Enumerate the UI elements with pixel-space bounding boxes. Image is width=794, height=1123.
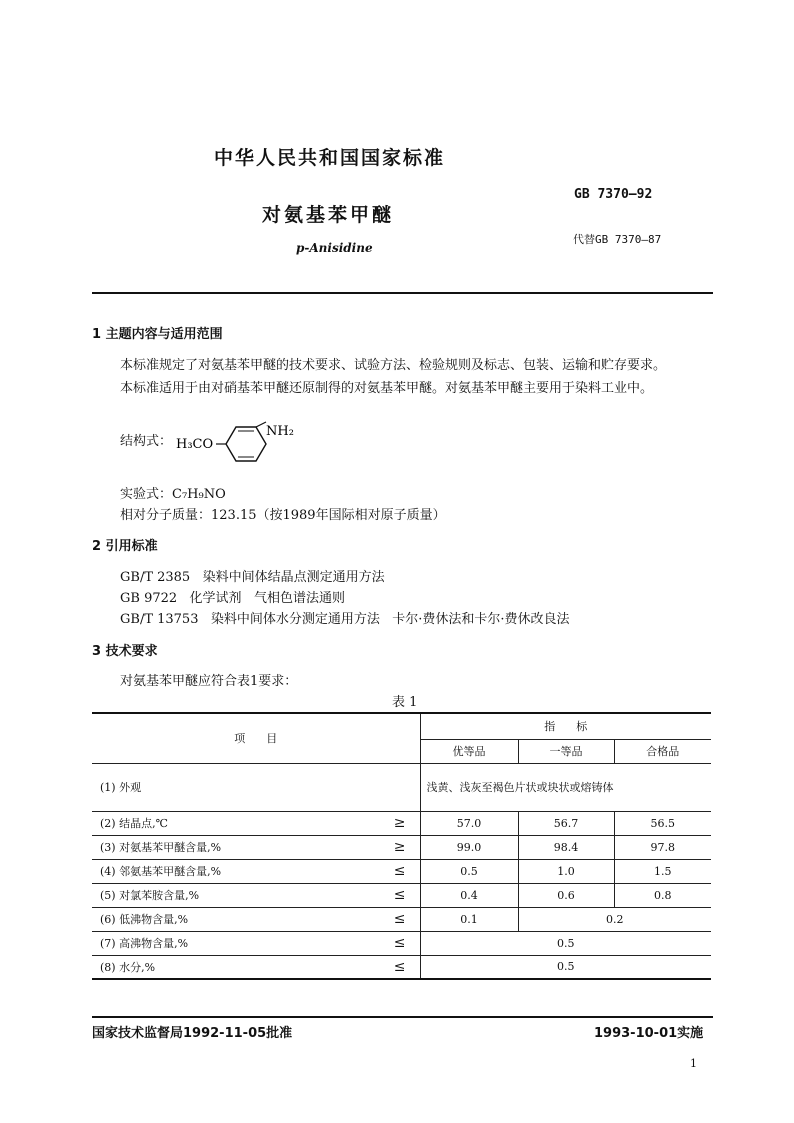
standard-code: GB 7370—92 — [574, 187, 653, 202]
row-value: 1.5 — [614, 859, 711, 883]
table-row — [92, 907, 711, 931]
english-title: p-Anisidine — [296, 241, 373, 255]
row-symbol: ≤ — [388, 931, 420, 955]
row-symbol: ≤ — [388, 955, 420, 979]
effective-date: 1993-10-01实施 — [594, 1026, 704, 1041]
page-number: 1 — [690, 1057, 697, 1070]
replaces-standard: 代替GB 7370—87 — [573, 233, 662, 246]
row-value: 57.0 — [420, 811, 518, 835]
row-value: 0.5 — [420, 931, 711, 955]
approval-line: 国家技术监督局1992-11-05批准 — [92, 1026, 293, 1041]
table-header-item: 项 目 — [92, 713, 420, 763]
row-value: 0.4 — [420, 883, 518, 907]
table-header-index: 指 标 — [420, 713, 711, 739]
row-symbol: ≥ — [388, 835, 420, 859]
reference-item: GB/T 2385 染料中间体结晶点测定通用方法 — [120, 570, 385, 585]
row-symbol: ≤ — [388, 859, 420, 883]
amino-group: NH₂ — [266, 424, 294, 439]
section-1-paragraph-2: 本标准适用于由对硝基苯甲醚还原制得的对氨基苯甲醚。对氨基苯甲醚主要用于染料工业中。 — [120, 381, 654, 396]
section-1-heading: 1 主题内容与适用范围 — [92, 327, 223, 342]
row-value: 99.0 — [420, 835, 518, 859]
section-3-intro: 对氨基苯甲醚应符合表1要求： — [120, 674, 298, 689]
table-row — [92, 931, 711, 955]
table-row — [92, 811, 711, 835]
table-row — [92, 763, 711, 811]
row-value: 1.0 — [518, 859, 614, 883]
section-1-paragraph-1: 本标准规定了对氨基苯甲醚的技术要求、试验方法、检验规则及标志、包装、运输和贮存要求。 — [120, 358, 667, 373]
reference-item: GB/T 13753 染料中间体水分测定通用方法 卡尔·费休法和卡尔·费休改良法 — [120, 612, 570, 627]
row-symbol: ≤ — [388, 883, 420, 907]
reference-item: GB 9722 化学试剂 气相色谱法通则 — [120, 591, 345, 606]
section-3-heading: 3 技术要求 — [92, 644, 158, 659]
footer-divider — [92, 1016, 713, 1018]
structure-label: 结构式： — [120, 434, 173, 449]
grade-header: 一等品 — [518, 739, 614, 763]
structural-formula — [176, 418, 306, 468]
table-caption: 表 1 — [392, 695, 418, 710]
table-row — [92, 859, 711, 883]
row-item: (7) 高沸物含量,% — [92, 931, 388, 955]
row-value: 98.4 — [518, 835, 614, 859]
standard-title: 对氨基苯甲醚 — [262, 204, 395, 226]
table-row — [92, 883, 711, 907]
row-item: (2) 结晶点,℃ — [92, 811, 388, 835]
row-value: 0.5 — [420, 955, 711, 979]
table-row — [92, 835, 711, 859]
table-row — [92, 955, 711, 979]
row-symbol — [388, 763, 420, 811]
section-2-heading: 2 引用标准 — [92, 539, 158, 554]
row-value: 56.5 — [614, 811, 711, 835]
country-title: 中华人民共和国国家标准 — [214, 147, 446, 169]
row-value: 97.8 — [614, 835, 711, 859]
row-value: 浅黄、浅灰至褐色片状或块状或熔铸体 — [420, 763, 711, 811]
row-item: (5) 对氯苯胺含量,% — [92, 883, 388, 907]
row-symbol: ≤ — [388, 907, 420, 931]
methoxy-group: H₃CO — [176, 437, 214, 452]
header-divider — [92, 292, 713, 294]
grade-header: 合格品 — [614, 739, 711, 763]
row-item: (4) 邻氨基苯甲醚含量,% — [92, 859, 388, 883]
empirical-formula: 实验式：C₇H₉NO — [120, 487, 226, 502]
row-item: (3) 对氨基苯甲醚含量,% — [92, 835, 388, 859]
row-value: 0.2 — [518, 907, 711, 931]
row-symbol: ≥ — [388, 811, 420, 835]
row-item: (6) 低沸物含量,% — [92, 907, 388, 931]
row-item: (1) 外观 — [92, 763, 388, 811]
molecular-mass: 相对分子质量：123.15（按1989年国际相对原子质量） — [120, 508, 446, 523]
grade-header: 优等品 — [420, 739, 518, 763]
row-item: (8) 水分,% — [92, 955, 388, 979]
row-value: 0.6 — [518, 883, 614, 907]
row-value: 0.5 — [420, 859, 518, 883]
row-value: 0.1 — [420, 907, 518, 931]
row-value: 0.8 — [614, 883, 711, 907]
spec-table — [92, 712, 711, 980]
row-value: 56.7 — [518, 811, 614, 835]
